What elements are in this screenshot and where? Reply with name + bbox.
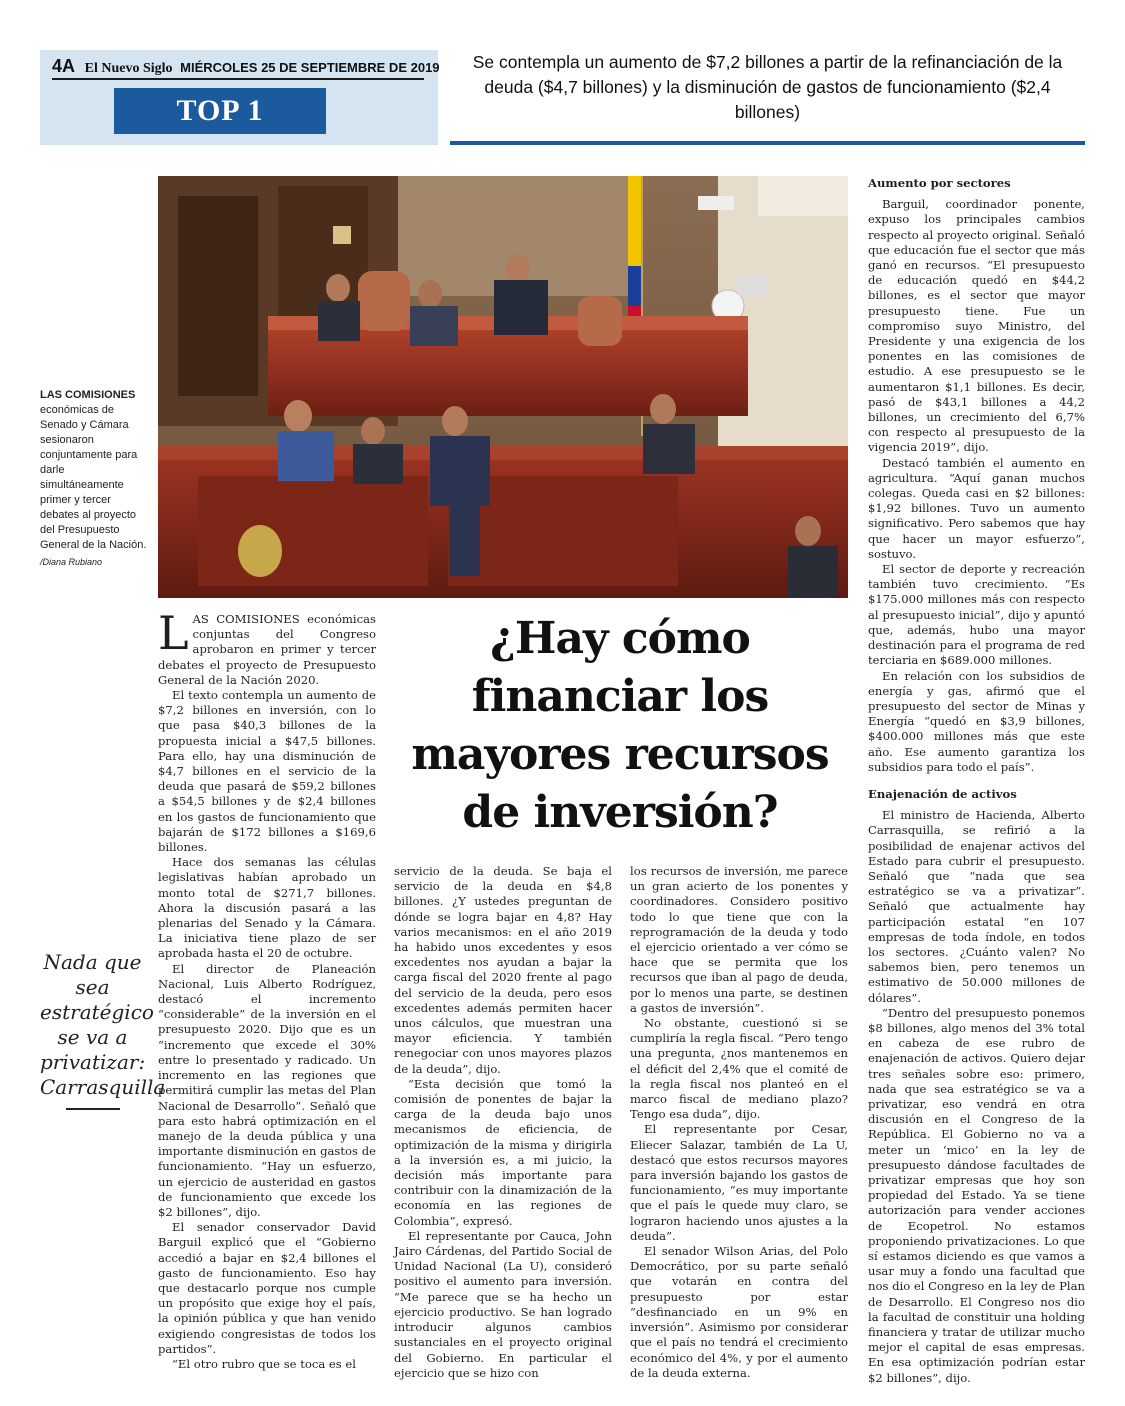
body-paragraph: El representante por Cauca, John Jairo Cárdenas, del Partido Social de Unidad Nacional (La U), consideró positivo el aumento para inversión. “Me parece que se ha hecho un ejercicio productivo. Se han logrado introducir algunos cambios sustanciales en el proyecto original del Gobierno. En particular el ejercicio que se hizo con <box>394 1228 612 1380</box>
body-paragraph: El texto contempla un aumento de $7,2 billones en inversión, con lo que pasa $40,3 billones de la propuesta inicial a $47,5 billones. Para ello, hay una disminución de $4,7 billones en el servicio de la deuda que pasará de $59,2 billones a $54,5 billones y de $2,4 billones en los gastos de funcionamiento que bajarán de $172 billones a $169,6 billones. <box>158 688 376 855</box>
article-column-4 <box>868 176 1085 1386</box>
page-number: 4A <box>52 56 76 76</box>
caption-text: económicas de Senado y Cámara sesionaron conjuntamente para darle simultáneamente primer y tercer debates al proyecto del Presupuesto General de la Nación. <box>40 404 147 551</box>
masthead <box>40 50 438 145</box>
body-paragraph: “Esta decisión que tomó la comisión de ponentes de bajar la carga de la deuda bajo unos mecanismos de eficiencia, de optimización de la misma y dirigirla a la inversión es, a mi juicio, la decisión más importante para contribuir con la dinamización de la economía en las regiones de Colombia”, expresó. <box>394 1076 612 1228</box>
pull-quote-text: Nada que sea estratégico se va a privatizar: Carrasquilla <box>40 950 166 1099</box>
article-column-2 <box>394 864 612 1381</box>
body-paragraph: Hace dos semanas las células legislativas habían aprobado un monto total de $271,7 billones. Ahora la discusión pasará a las plenarias del Senado y la Cámara. La iniciativa tiene plazo de ser aprobada hasta el 20 de octubre. <box>158 855 376 961</box>
body-paragraph: En relación con los subsidios de energía y gas, afirmó que el presupuesto del sector de Minas y Energía “quedó en $3,9 billones, $400.000 millones más que este año. Ese aumento garantiza los subsidios para todo el país”. <box>868 668 1085 774</box>
caption-lead: LAS COMISIONES <box>40 389 136 401</box>
lead-paragraph <box>158 606 376 688</box>
pull-quote <box>40 950 166 1110</box>
article-column-1 <box>158 606 376 1372</box>
congress-chamber-image <box>158 176 848 598</box>
body-paragraph: No obstante, cuestionó si se cumpliría la regla fiscal. “Pero tengo una pregunta, ¿nos mantenemos en el déficit del 2,4% que el comité de la regla fiscal nos planteó en el marco fiscal de mediano plazo? Tengo esa duda”, dijo. <box>630 1016 848 1122</box>
photo-credit: /Diana Rubiano <box>40 557 103 567</box>
body-paragraph: El sector de deporte y recreación también tuvo crecimiento. “Es $175.000 millones más con respecto al presupuesto inicial”, dijo y apuntó que, además, hubo una mayor destinación para el programa de red terciaria en $689.000 millones. <box>868 562 1085 668</box>
continuation-paragraph: los recursos de inversión, me parece un gran acierto de los ponentes y coordinadores. Considero positivo todo lo que tiene que con la reprogramación de la deuda y todo el ejercicio orientado a ver cómo se hace que se permita que los recursos que iban al pago de deuda, por lo menos una parte, se destinen a gastos de inversión”. <box>630 864 848 1015</box>
photo-caption <box>40 388 148 570</box>
body-paragraph: Destacó también el aumento en agricultura. “Aquí ganan muchos colegas. Queda casi en $2 billones: $1,92 billones. Tuvo un aumento significativo. Pero sabemos que hay que hacer un mayor esfuerzo”, sostuvo. <box>868 455 1085 561</box>
pull-quote-rule <box>66 1108 120 1110</box>
article-deck: Se contempla un aumento de $7,2 billones a partir de la refinanciación de la deuda ($4,7 billones) y la disminución de gastos de funcionamiento ($2,4 billones) <box>472 52 1063 122</box>
drop-cap: L <box>158 606 189 660</box>
newspaper-name: El Nuevo Siglo <box>84 61 173 76</box>
body-paragraph: El director de Planeación Nacional, Luis Alberto Rodríguez, destacó el incremento “considerable” de la inversión en el presupuesto 2020. Dijo que es un “incremento que excede el 30% entre lo presentado y radicado. Un incremento en las regiones que permitirá cumplir las metas del Plan Nacional de Desarrollo”. Señaló que para esto habrá optimización en el manejo de la deuda pública y una importante disminución en gastos de funcionamiento. “Hay un esfuerzo, un ejercicio de austeridad en gastos de funcionamiento que excede los $2 billones”, dijo. <box>158 961 376 1219</box>
deck-rule <box>450 141 1085 145</box>
article-headline: ¿Hay cómo financiar los mayores recursos de inversión? <box>411 613 829 838</box>
article-column-3 <box>630 864 848 1381</box>
subhead-assets: Enajenación de activos <box>868 786 1017 801</box>
section-label: TOP 1 <box>114 88 326 134</box>
masthead-rule <box>52 78 424 80</box>
continuation-paragraph: servicio de la deuda. Se baja el servicio de la deuda en $4,8 billones. ¿Y ustedes preguntan de dónde se logra bajar en 4,8? Hay varios mecanismos: en el año 2019 ha habido unos excedentes y esos excedentes nos ayudan a bajar la carga fiscal del 2020 frente al pago del servicio de la deuda, pero esos excedentes además permiten hacer unos cálculos, que muestran una mayor eficiencia. Y también renegociar con unos mayores plazos de la deuda”, dijo. <box>394 864 612 1076</box>
body-paragraph: El representante por Cesar, Eliecer Salazar, también de La U, destacó que estos recursos mayores para inversión bajando los gastos de funcionamiento, “es muy importante que el país le quede muy claro, se lograron haciendo unos ajustes a la deuda”. <box>630 1122 848 1243</box>
body-paragraph: “El otro rubro que se toca es el <box>172 1356 356 1371</box>
body-paragraph: Barguil, coordinador ponente, expuso los principales cambios respecto al proyecto original. Señaló que educación fue el sector que más ganó en recursos. “El presupuesto de educación quedó en $44,2 billones, es el sector que mayor presupuesto tiene. Fue un compromiso suyo Ministro, del Presidente y una exigencia de los ponentes en las comisiones de estudio. A ese presupuesto se le aumentaron $1,1 billones. Es decir, pasó de $43,1 billones a 44,2 billones, un crecimiento del 6,7% con respecto al presupuesto de la vigencia 2019”, dijo. <box>868 197 1085 455</box>
article-photo <box>158 176 848 598</box>
masthead-line <box>52 56 440 77</box>
body-paragraph: “Dentro del presupuesto ponemos $8 billones, algo menos del 3% total en cabeza de ese rubro de enajenación de activos. Quiero dejar tres señales sobre eso: primero, nada que sea estratégico se va a privatizar, eso vendrá en otra discusión en el Congreso de la República. El Gobierno no va a meter un ‘mico’ en la ley de presupuesto dándose facultades de privatizar empresas que hoy son propiedad del Estado. Ya se tiene autorización para vender acciones de Ecopetrol. No estamos proponiendo privatizaciones. Lo que sí estamos diciendo es que vamos a usar muy a fondo una facultad que nos dio el Congreso en la ley de Plan de Desarrollo. El Congreso nos dio la facultad de constituir una holding financiera y tratar de utilizar mucho mejor el capital de esas empresas. En esa optimización podrían estar $2 billones”, dijo. <box>868 1005 1085 1385</box>
subhead-sectors: Aumento por sectores <box>868 176 1011 190</box>
issue-date: MIÉRCOLES 25 DE SEPTIEMBRE DE 2019 <box>180 60 440 75</box>
body-paragraph: El senador conservador David Barguil explicó que el “Gobierno accedió a bajar en $2,4 billones el gasto de funcionamiento. Eso hay que destacarlo porque nos cumple un propósito que exige hoy el país, la opinión pública y que han venido exigiendo congresistas de todos los partidos”. <box>158 1220 376 1356</box>
body-paragraph: El ministro de Hacienda, Alberto Carrasquilla, se refirió a la posibilidad de enajenar activos del Estado para cubrir el presupuesto. Señaló que “nada que sea estratégico se va a privatizar”. Señaló que actualmente hay participación estatal “en 107 empresas de toda índole, en todos los sectores. ¿Cuánto valen? No sabemos bien, pero tenemos un estimativo de 50.000 millones de dólares”. <box>868 808 1085 1005</box>
lead-text: AS COMISIONES económicas conjuntas del Congreso aprobaron en primer y tercer debates el proyecto de Presupuesto General de la Nación 2020. <box>158 612 376 687</box>
body-paragraph: El senador Wilson Arias, del Polo Democrático, por su parte señaló que votarán en contra del presupuesto por estar “desfinanciado en un 9% en inversión”. Asimismo por considerar que el país no tendrá el crecimiento económico del 4%, y por el aumento de la deuda externa. <box>630 1244 848 1380</box>
